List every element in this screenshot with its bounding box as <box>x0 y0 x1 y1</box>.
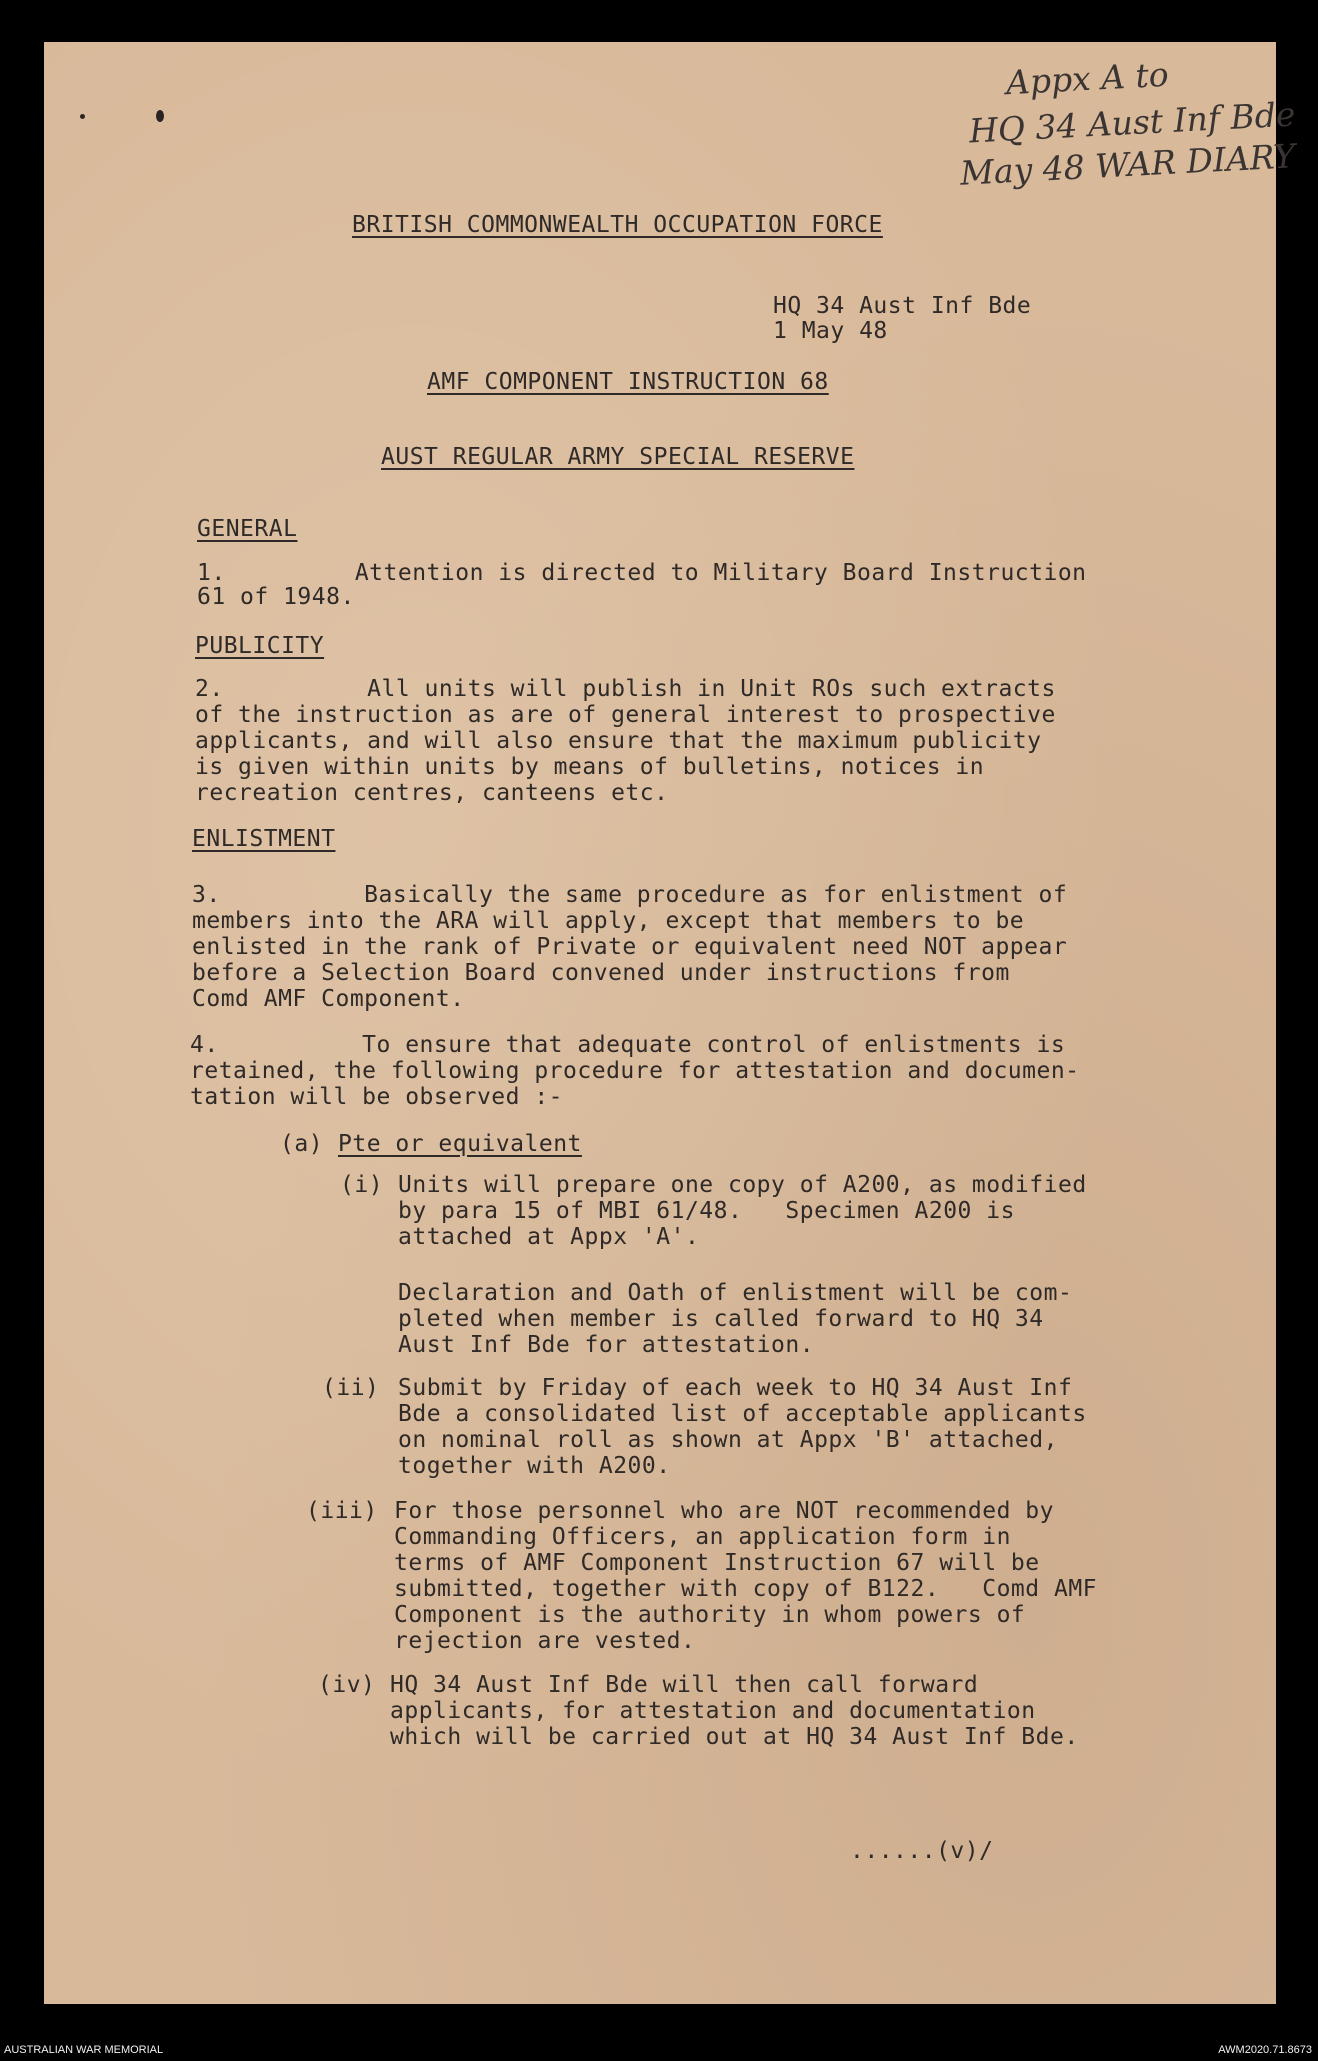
ink-dot <box>80 114 85 119</box>
item-iv-line: applicants, for attestation and documentation <box>390 1698 1036 1724</box>
para-3-line: enlisted in the rank of Private or equivalent need NOT appear <box>192 934 1068 960</box>
handwritten-annotation-line3: May 48 WAR DIARY <box>959 136 1297 193</box>
para-4-line: 4. To ensure that adequate control of enlistments is <box>190 1032 1066 1058</box>
document-title: BRITISH COMMONWEALTH OCCUPATION FORCE <box>352 212 883 238</box>
item-i-extra-line: pleted when member is called forward to HQ 34 <box>398 1306 1044 1332</box>
para-3-line: 3. Basically the same procedure as for enlistment of <box>192 882 1068 908</box>
para-2-line: recreation centres, canteens etc. <box>195 780 669 806</box>
ink-dot <box>156 110 164 122</box>
item-iii-label: (iii) <box>306 1498 378 1524</box>
footer-source: AUSTRALIAN WAR MEMORIAL <box>4 2044 164 2056</box>
para-3-line: members into the ARA will apply, except that members to be <box>192 908 1025 934</box>
header-hq: HQ 34 Aust Inf Bde <box>773 293 1032 319</box>
handwritten-annotation-line2: HQ 34 Aust Inf Bde <box>968 94 1297 151</box>
subject-title: AUST REGULAR ARMY SPECIAL RESERVE <box>381 444 855 470</box>
section-heading-publicity: PUBLICITY <box>195 633 325 659</box>
para-3-line: before a Selection Board convened under instructions from <box>192 960 1010 986</box>
para-1-line: 61 of 1948. <box>197 584 355 610</box>
item-iii-line: rejection are vested. <box>394 1628 696 1654</box>
item-iii-line: terms of AMF Component Instruction 67 will be <box>394 1550 1040 1576</box>
para-1-line: 1. Attention is directed to Military Board Instruction <box>197 560 1087 586</box>
para-2-line: of the instruction as are of general interest to prospective <box>195 702 1056 728</box>
item-i-line: by para 15 of MBI 61/48. Specimen A200 is <box>398 1198 1015 1224</box>
item-iv-line: HQ 34 Aust Inf Bde will then call forward <box>390 1672 979 1698</box>
subpara-a-title: Pte or equivalent <box>338 1131 582 1157</box>
footer-accession-number: AWM2020.71.8673 <box>1218 2044 1312 2056</box>
para-3-line: Comd AMF Component. <box>192 986 465 1012</box>
subpara-a-label: (a) <box>280 1131 324 1157</box>
section-heading-general: GENERAL <box>197 516 298 542</box>
para-2-line: 2. All units will publish in Unit ROs such extracts <box>195 676 1056 702</box>
continuation-marker: ......(v)/ <box>850 1838 994 1864</box>
item-ii-line: together with A200. <box>398 1453 671 1479</box>
para-2-line: is given within units by means of bulletins, notices in <box>195 754 985 780</box>
item-iii-line: submitted, together with copy of B122. Comd AMF <box>394 1576 1098 1602</box>
item-iii-line: Commanding Officers, an application form in <box>394 1524 1011 1550</box>
para-2-line: applicants, and will also ensure that the maximum publicity <box>195 728 1042 754</box>
item-i-extra-line: Declaration and Oath of enlistment will be com- <box>398 1280 1073 1306</box>
item-iii-line: Component is the authority in whom powers of <box>394 1602 1026 1628</box>
section-heading-enlistment: ENLISTMENT <box>192 826 336 852</box>
item-ii-line: on nominal roll as shown at Appx 'B' attached, <box>398 1427 1058 1453</box>
item-ii-line: Submit by Friday of each week to HQ 34 Aust Inf <box>398 1375 1073 1401</box>
item-i-label: (i) <box>340 1172 384 1198</box>
item-ii-line: Bde a consolidated list of acceptable applicants <box>398 1401 1087 1427</box>
para-4-line: retained, the following procedure for attestation and documen- <box>190 1058 1080 1084</box>
item-i-line: attached at Appx 'A'. <box>398 1224 700 1250</box>
item-iii-line: For those personnel who are NOT recommended by <box>394 1498 1054 1524</box>
header-date: 1 May 48 <box>773 318 888 344</box>
document-page <box>44 42 1297 2004</box>
item-i-line: Units will prepare one copy of A200, as modified <box>398 1172 1087 1198</box>
item-iv-label: (iv) <box>318 1672 376 1698</box>
instruction-title: AMF COMPONENT INSTRUCTION 68 <box>427 369 829 395</box>
item-ii-label: (ii) <box>322 1375 380 1401</box>
item-iv-line: which will be carried out at HQ 34 Aust Inf Bde. <box>390 1724 1079 1750</box>
para-4-line: tation will be observed :- <box>190 1084 564 1110</box>
item-i-extra-line: Aust Inf Bde for attestation. <box>398 1332 815 1358</box>
handwritten-annotation-line1: Appx A to <box>1005 54 1170 103</box>
